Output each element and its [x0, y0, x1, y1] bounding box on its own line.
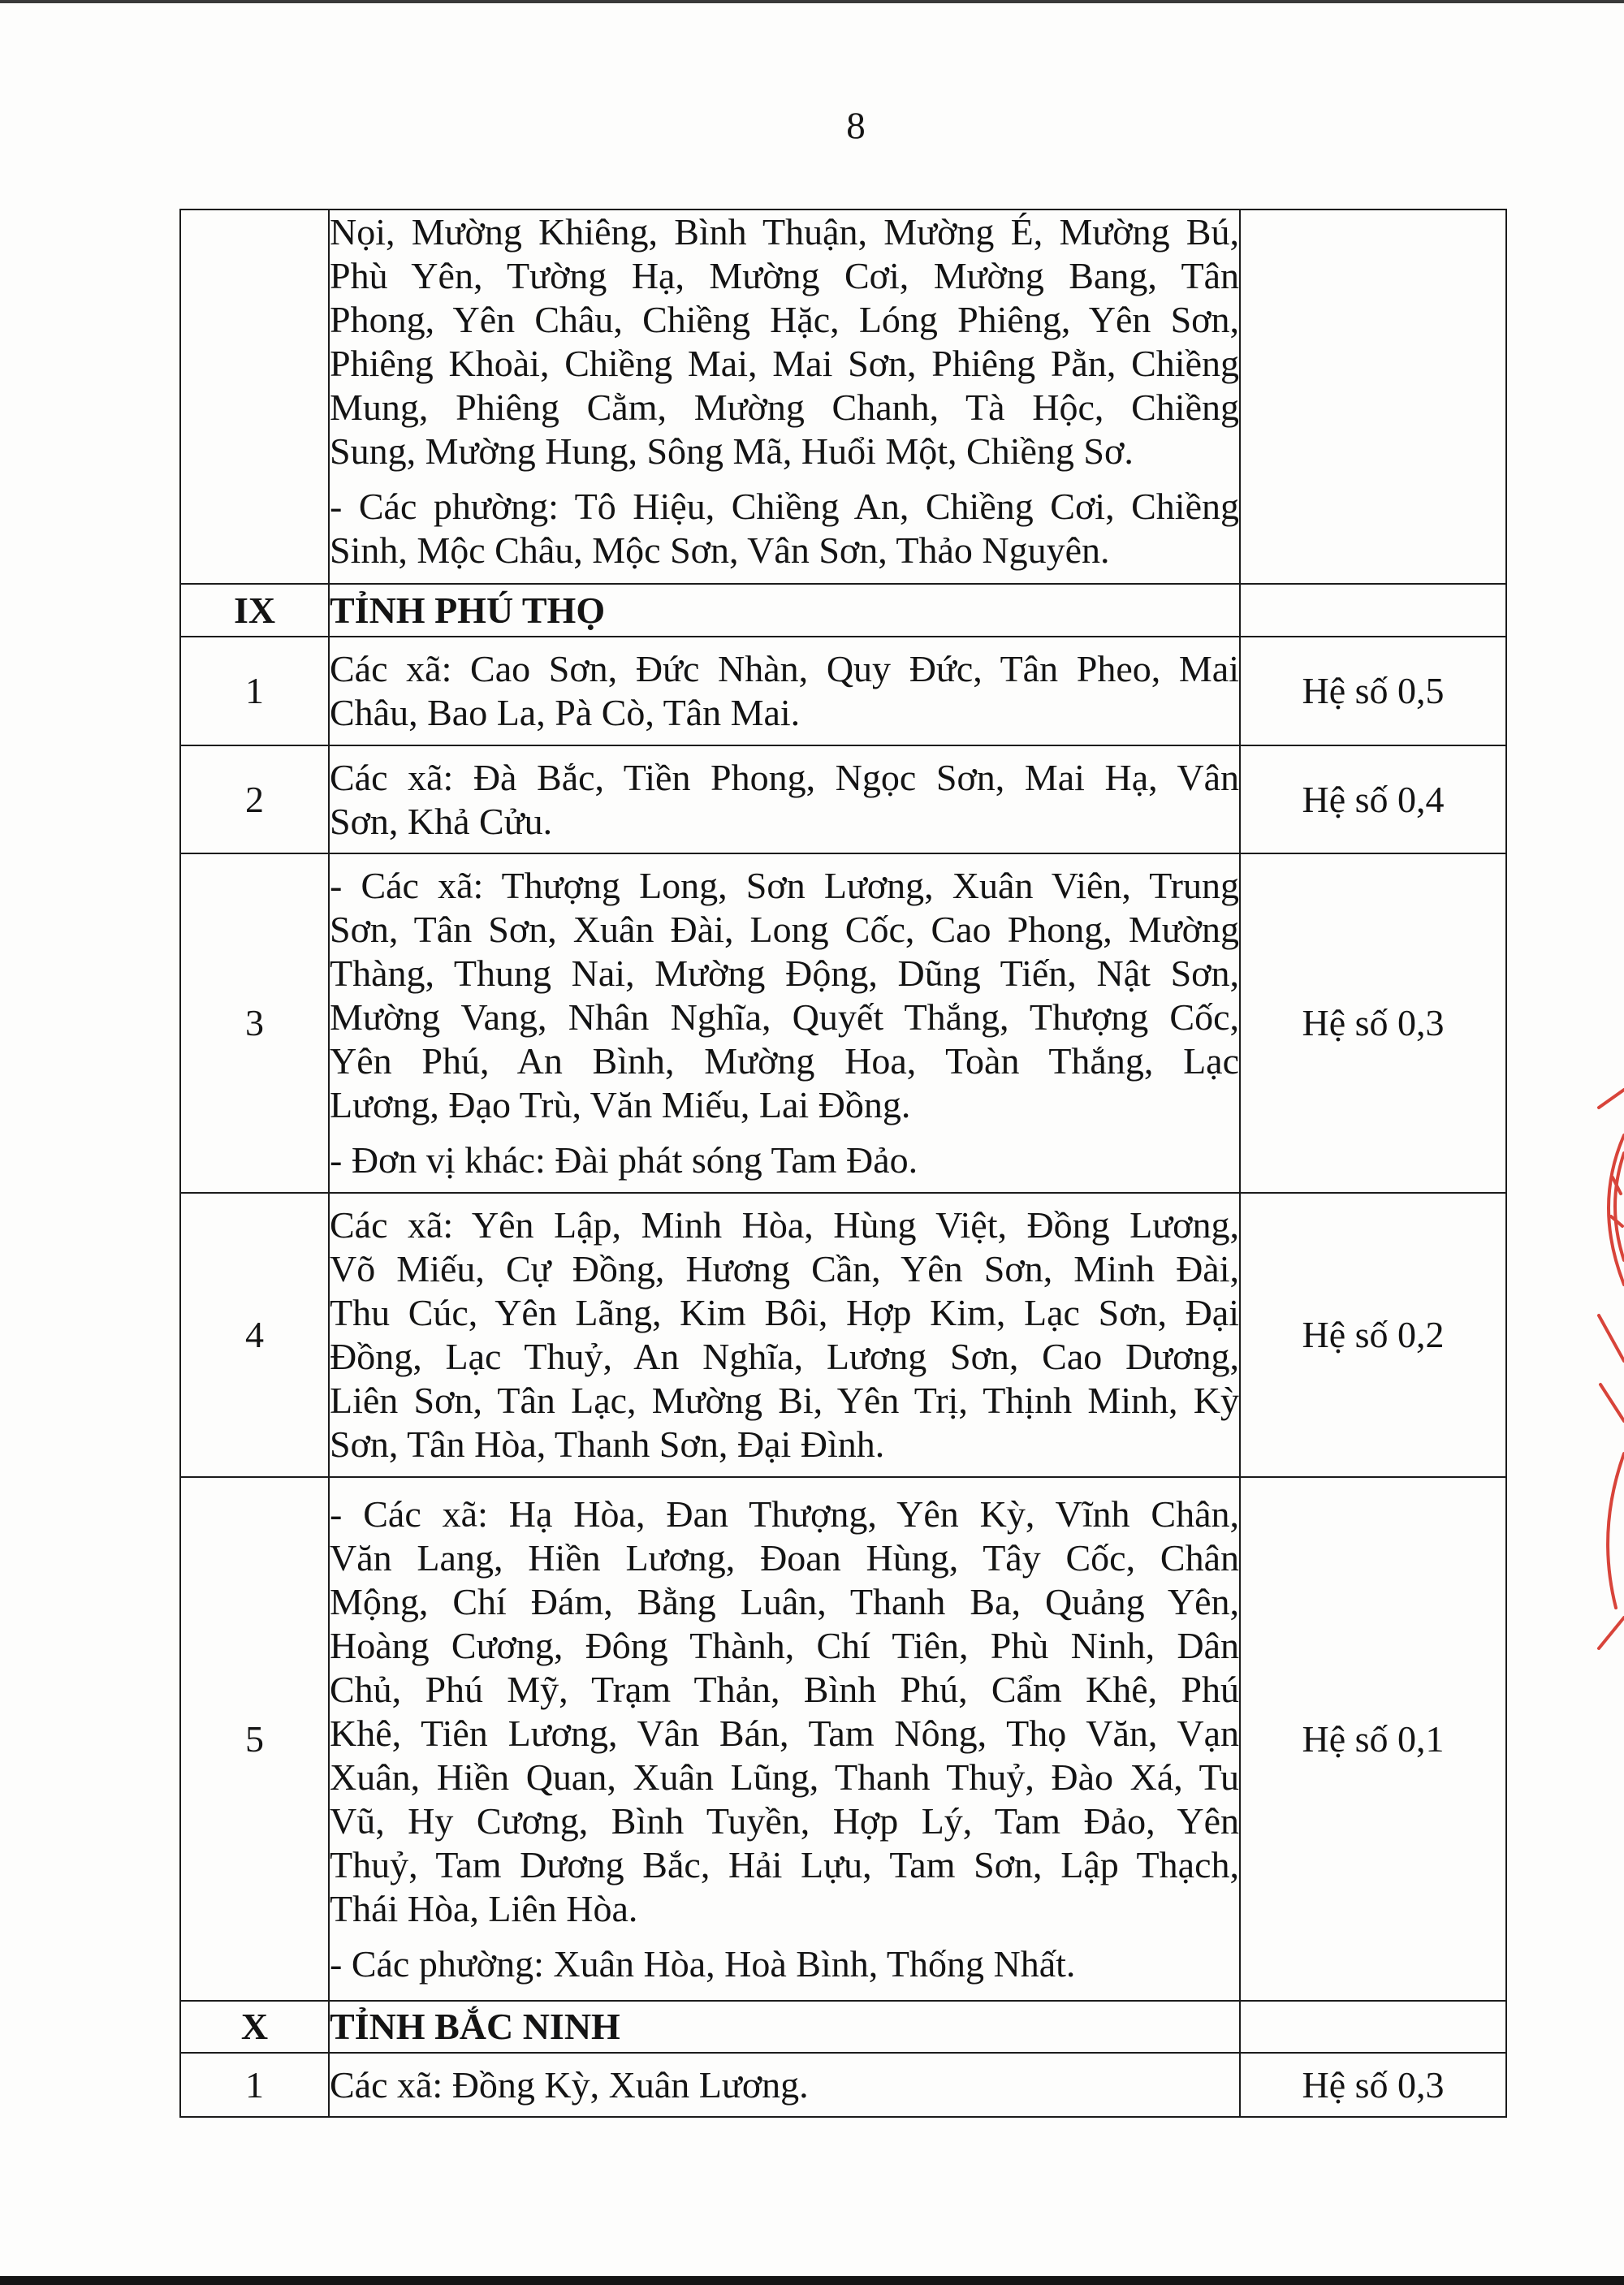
row-number: 1 [180, 2053, 329, 2117]
paragraph [330, 485, 1239, 572]
text-line: Sơn, Khả Cửu. [330, 800, 553, 842]
commune-list [329, 1477, 1240, 2001]
text-line: Mường Vang, Nhân Nghĩa, Quyết Thắng, Thượng Cốc, [330, 996, 1239, 1038]
red-seal-fragment [1588, 1072, 1624, 1673]
paragraph [330, 756, 1239, 844]
paragraph-group [330, 210, 1239, 572]
text-line: Sơn, Tân Hòa, Thanh Sơn, Đại Đình. [330, 1423, 885, 1465]
text-line: Chủ, Phú Mỹ, Trạm Thản, Bình Phú, Cẩm Khê, Phú [330, 1668, 1239, 1710]
table-row [180, 745, 1506, 853]
province-heading: TỈNH BẮC NINH [330, 2006, 620, 2047]
text-line: Đồng, Lạc Thuỷ, An Nghĩa, Lương Sơn, Cao Dương, [330, 1336, 1239, 1377]
seal-stroke [1599, 1618, 1624, 1648]
coefficient: Hệ số 0,3 [1240, 2053, 1506, 2117]
text-line: Thàng, Thung Nai, Mường Động, Dũng Tiến, Nật Sơn, [330, 952, 1239, 994]
seal-stroke [1600, 1384, 1624, 1421]
seal-stroke [1599, 1090, 1624, 1108]
text-line: Các xã: Đồng Kỳ, Xuân Lương. [330, 2063, 809, 2106]
paragraph [330, 1492, 1239, 1931]
table-row [180, 209, 1506, 584]
text-line: - Các xã: Hạ Hòa, Đan Thượng, Yên Kỳ, Vĩnh Chân, [330, 1492, 1239, 1535]
text-line: Các xã: Đà Bắc, Tiền Phong, Ngọc Sơn, Mai Hạ, Vân [330, 756, 1239, 798]
text-line: Xuân, Hiền Quan, Xuân Lũng, Thanh Thuỷ, Đào Xá, Tu [330, 1756, 1239, 1798]
coefficient: Hệ số 0,4 [1240, 745, 1506, 853]
text-line: Thái Hòa, Liên Hòa. [330, 1887, 638, 1929]
commune-list [329, 745, 1240, 853]
text-line: Võ Miếu, Cự Đồng, Hương Cần, Yên Sơn, Minh Đài, [330, 1248, 1239, 1289]
text-line: Văn Lang, Hiền Lương, Đoan Hùng, Tây Cốc, Chân [330, 1536, 1239, 1579]
row-number [180, 209, 329, 584]
text-line: Phong, Yên Châu, Chiềng Hặc, Lóng Phiêng, Yên Sơn, [330, 299, 1239, 340]
paragraph [330, 1203, 1239, 1466]
text-line: Thuỷ, Tam Dương Bắc, Hải Lựu, Tam Sơn, Lập Thạch, [330, 1843, 1239, 1885]
coefficient [1240, 584, 1506, 637]
commune-list [329, 637, 1240, 745]
text-line: Sung, Mường Hung, Sông Mã, Huổi Một, Chiềng Sơ. [330, 430, 1134, 472]
paragraph [330, 647, 1239, 735]
text-line: Mung, Phiêng Cằm, Mường Chanh, Tà Hộc, Chiềng [330, 387, 1239, 428]
commune-list [329, 853, 1240, 1193]
table-row [180, 853, 1506, 1193]
province-cell [329, 584, 1240, 637]
paragraph [330, 1138, 1239, 1182]
page-number: 8 [846, 105, 866, 147]
paragraph-group [330, 2063, 1239, 2107]
text-line: - Các phường: Tô Hiệu, Chiềng An, Chiềng Cơi, Chiềng [330, 486, 1239, 527]
paragraph [330, 1942, 1239, 1986]
text-line: Thu Cúc, Yên Lãng, Kim Bôi, Hợp Kim, Lạc Sơn, Đại [330, 1292, 1239, 1333]
text-line: Lương, Đạo Trù, Văn Miếu, Lai Đồng. [330, 1084, 911, 1125]
row-number: 1 [180, 637, 329, 745]
coefficient: Hệ số 0,3 [1240, 853, 1506, 1193]
coefficient [1240, 2001, 1506, 2053]
text-line: Các xã: Cao Sơn, Đức Nhàn, Quy Đức, Tân Pheo, Mai [330, 648, 1239, 689]
row-number: 3 [180, 853, 329, 1193]
scan-edge-bottom [0, 2276, 1624, 2285]
text-line: Liên Sơn, Tân Lạc, Mường Bi, Yên Trị, Thịnh Minh, Kỳ [330, 1380, 1239, 1421]
province-cell [329, 2001, 1240, 2053]
row-number: 4 [180, 1193, 329, 1477]
coefficient: Hệ số 0,5 [1240, 637, 1506, 745]
row-number: 2 [180, 745, 329, 853]
row-number: IX [180, 584, 329, 637]
text-line: Yên Phú, An Bình, Mường Hoa, Toàn Thắng, Lạc [330, 1040, 1239, 1082]
text-line: Các xã: Yên Lập, Minh Hòa, Hùng Việt, Đồng Lương, [330, 1204, 1239, 1246]
coefficient: Hệ số 0,1 [1240, 1477, 1506, 2001]
scan-edge-top [0, 0, 1624, 3]
paragraph-group [330, 1492, 1239, 1986]
paragraph-group [330, 756, 1239, 844]
province-row [180, 584, 1506, 637]
paragraph [330, 210, 1239, 473]
table-row [180, 2053, 1506, 2117]
commune-list [329, 1193, 1240, 1477]
seal-stroke [1599, 1315, 1624, 1361]
table-row [180, 1193, 1506, 1477]
text-line: Vũ, Hy Cương, Bình Tuyền, Hợp Lý, Tam Đảo, Yên [330, 1799, 1239, 1842]
text-line: - Các xã: Thượng Long, Sơn Lương, Xuân Viên, Trung [330, 865, 1239, 906]
paragraph [330, 2063, 1239, 2107]
commune-list [329, 209, 1240, 584]
text-line: Châu, Bao La, Pà Cò, Tân Mai. [330, 692, 801, 733]
text-line: Hoàng Cương, Đông Thành, Chí Tiên, Phù Ninh, Dân [330, 1624, 1239, 1666]
row-number: X [180, 2001, 329, 2053]
text-line: Phiêng Khoài, Chiềng Mai, Mai Sơn, Phiêng Pằn, Chiềng [330, 343, 1239, 384]
text-line: - Các phường: Xuân Hòa, Hoà Bình, Thống Nhất. [330, 1942, 1076, 1985]
coefficient-table [179, 209, 1507, 2118]
row-number: 5 [180, 1477, 329, 2001]
paragraph-group [330, 647, 1239, 735]
text-line: Nọi, Mường Khiêng, Bình Thuận, Mường É, Mường Bú, [330, 211, 1239, 253]
seal-inner-ring [1615, 1153, 1624, 1260]
text-line: Sinh, Mộc Châu, Mộc Sơn, Vân Sơn, Thảo Nguyên. [330, 529, 1110, 571]
paragraph-group [330, 864, 1239, 1182]
text-line: Sơn, Tân Sơn, Xuân Đài, Long Cốc, Cao Phong, Mường [330, 909, 1239, 950]
province-heading: TỈNH PHÚ THỌ [330, 589, 606, 631]
seal-outer-ring [1608, 1454, 1624, 1608]
text-line: Khê, Tiên Lương, Vân Bán, Tam Nông, Thọ Văn, Vạn [330, 1712, 1239, 1754]
text-line: - Đơn vị khác: Đài phát sóng Tam Đảo. [330, 1139, 918, 1181]
paragraph [330, 864, 1239, 1127]
table-row [180, 637, 1506, 745]
paragraph-group [330, 1203, 1239, 1466]
text-line: Mộng, Chí Đám, Bằng Luân, Thanh Ba, Quảng Yên, [330, 1580, 1239, 1622]
coefficient [1240, 209, 1506, 584]
coefficient: Hệ số 0,2 [1240, 1193, 1506, 1477]
province-row [180, 2001, 1506, 2053]
commune-list [329, 2053, 1240, 2117]
text-line: Phù Yên, Tường Hạ, Mường Cơi, Mường Bang, Tân [330, 255, 1239, 296]
table-row [180, 1477, 1506, 2001]
